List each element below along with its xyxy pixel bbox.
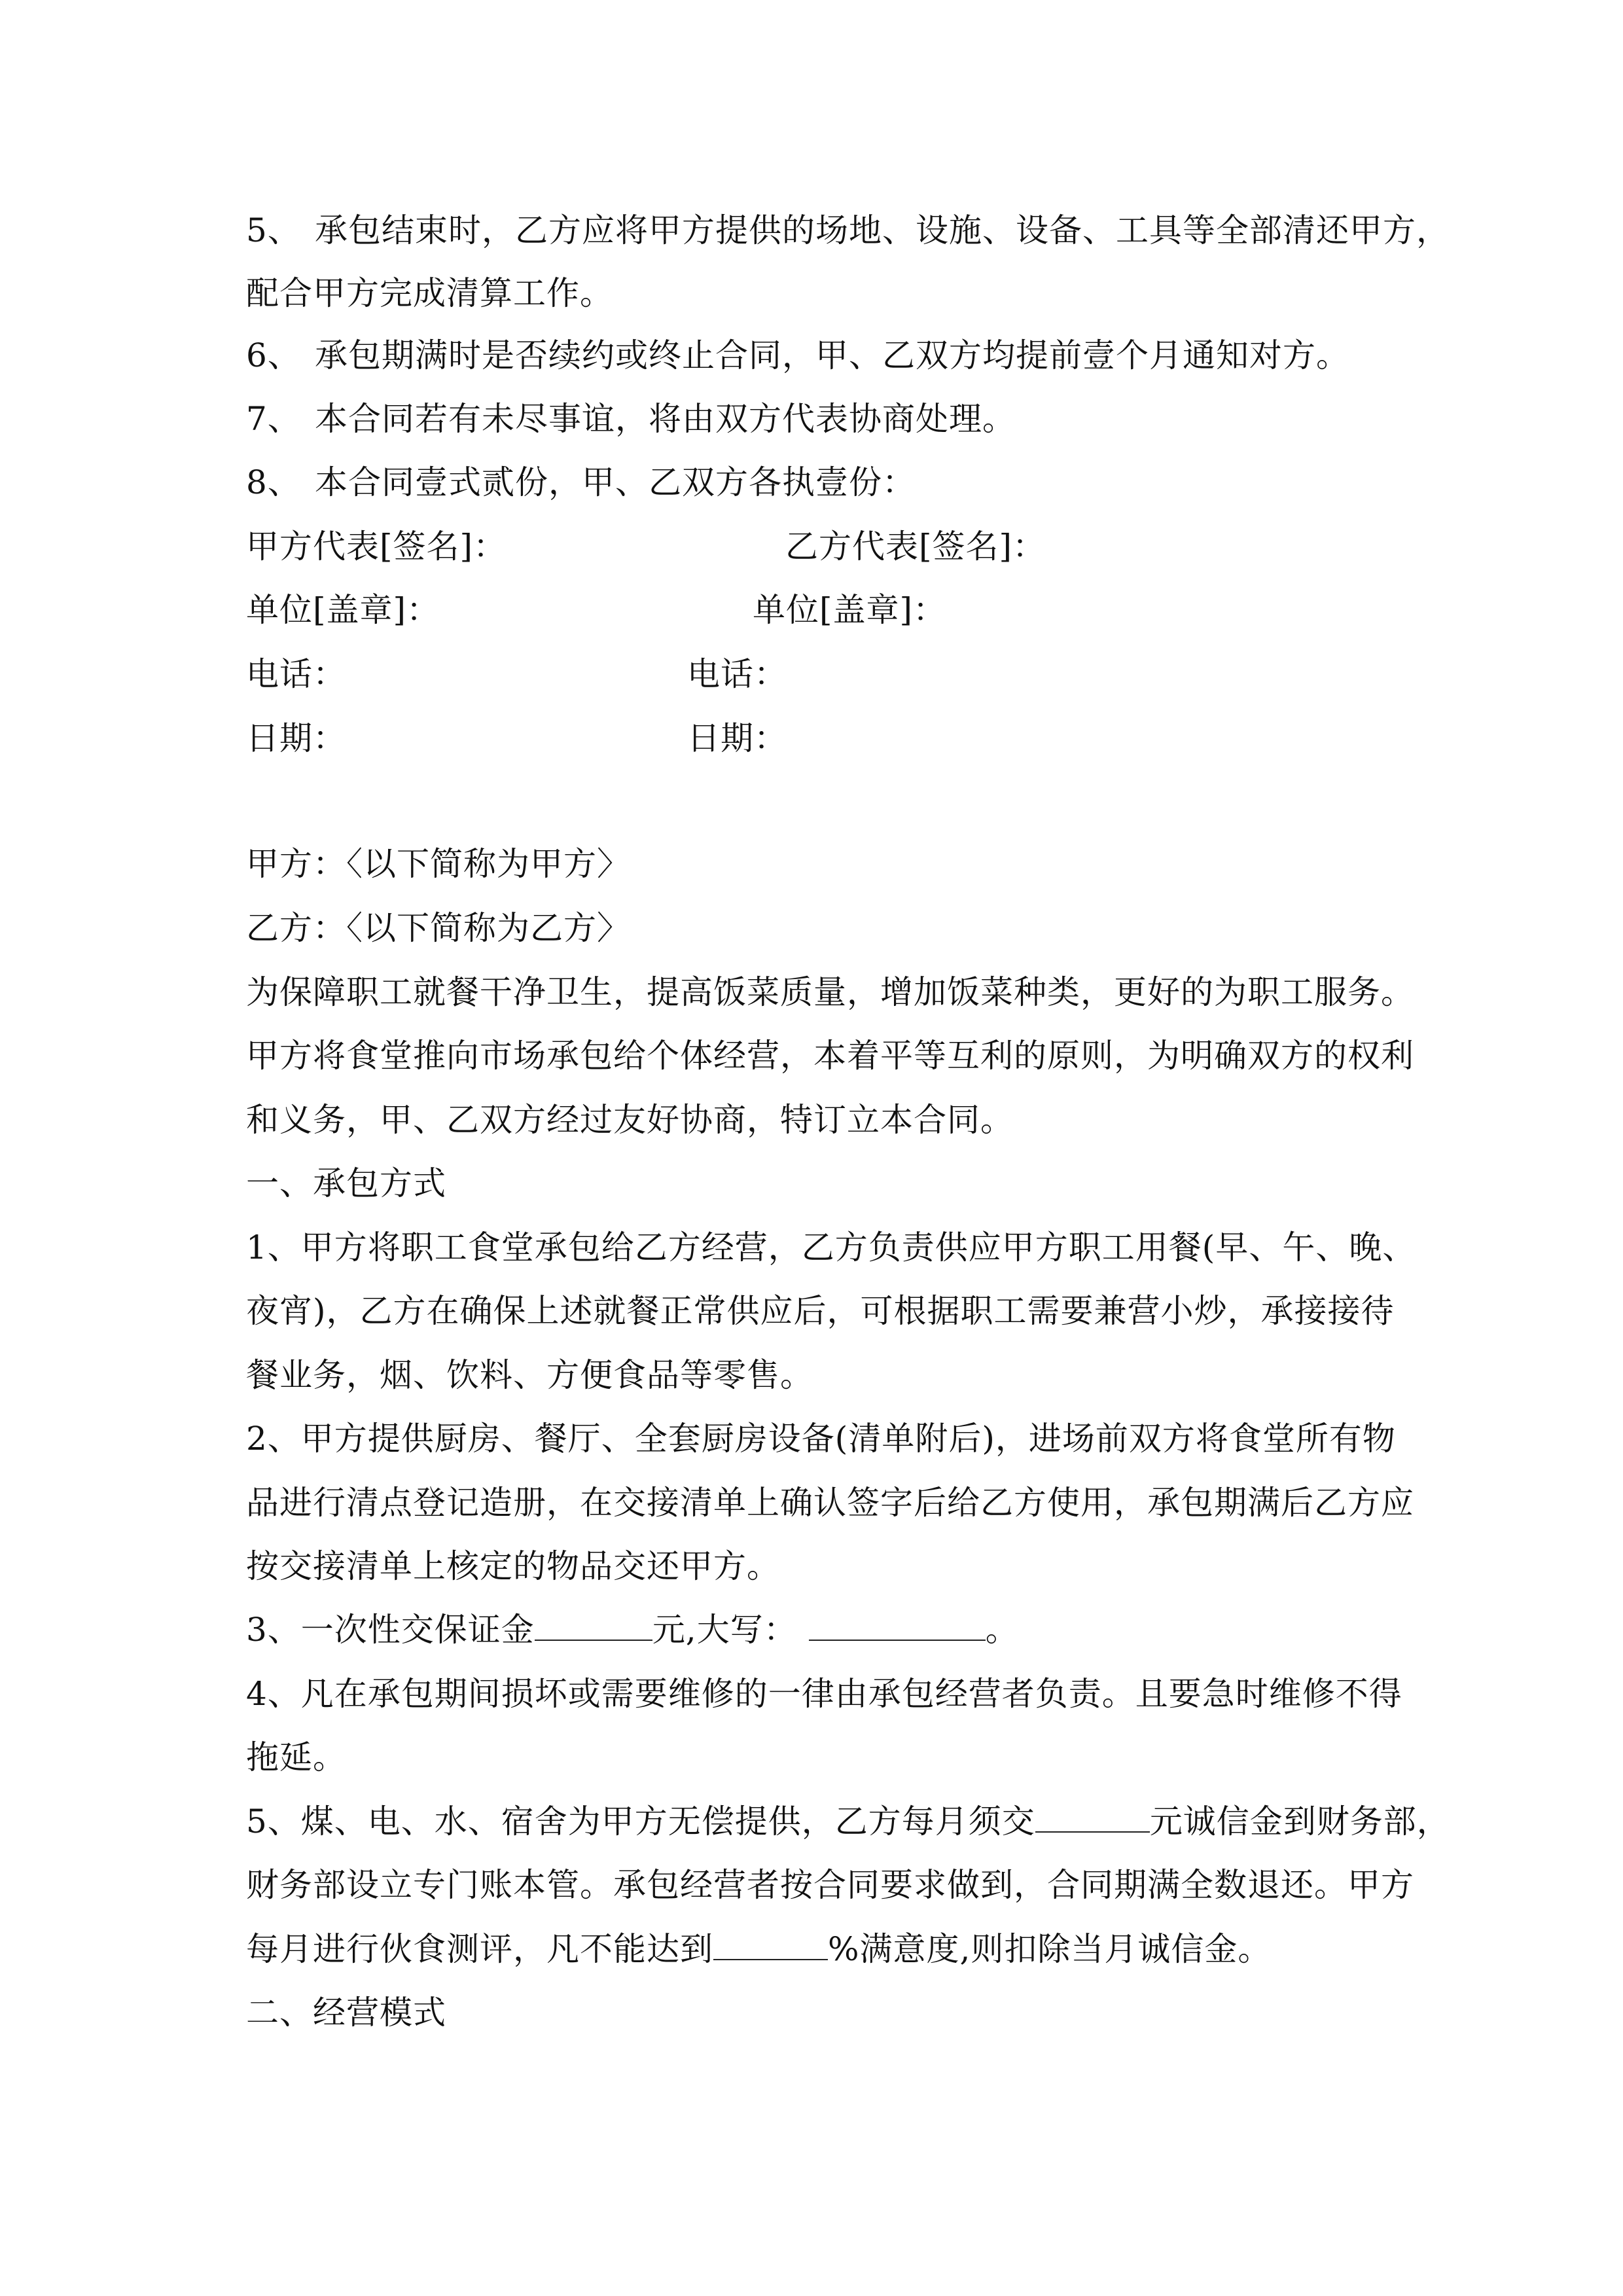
clause-number: 8、 [246,463,301,501]
party-a-unit-label: 单位[盖章]： [246,591,440,629]
item-5-label: 每月进行伙食测评，凡不能达到 [246,1930,713,1968]
item-4-line: 4、凡在承包期间损坏或需要维修的一律由承包经营者负责。且要急时维修不得 [246,1675,1402,1713]
party-a-date-label: 日期： [246,719,346,757]
party-a-phone-label: 电话： [246,655,346,693]
party-b-unit-label: 单位[盖章]： [753,591,947,629]
clause-number: 5、 [246,211,301,249]
item-1-line: 夜宵)，乙方在确保上述就餐正常供应后，可根据职工需要兼营小炒，承接接待 [246,1292,1395,1330]
deposit-uppercase-blank[interactable] [809,1611,986,1641]
item-2-line: 按交接清单上核定的物品交还甲方。 [246,1547,780,1585]
clause-number: 7、 [246,400,301,438]
item-3 [246,1610,1411,1649]
clause-text: 承包期满时是否续约或终止合同，甲、乙双方均提前壹个月通知对方。 [315,336,1349,374]
party-b-representative-label: 乙方代表[签名]： [785,528,1046,565]
monthly-deposit-blank[interactable] [1035,1803,1150,1833]
clause-8 [246,463,1411,502]
item-4-line: 拖延。 [246,1738,346,1776]
intro-line: 和义务，甲、乙双方经过友好协商，特订立本合同。 [246,1101,1014,1139]
item-2-line: 2、甲方提供厨房、餐厅、全套厨房设备(清单附后)，进场前双方将食堂所有物 [246,1420,1396,1458]
item-5-line [246,1929,1411,1969]
clause-5-continued: 配合甲方完成清算工作。 [246,274,613,312]
intro-line: 为保障职工就餐干净卫生，提高饭菜质量，增加饭菜种类，更好的为职工服务。 [246,973,1414,1011]
clause-5 [246,211,1450,250]
satisfaction-percent-blank[interactable] [713,1930,828,1960]
item-5-line [246,1802,1450,1841]
item-2-line: 品进行清点登记造册，在交接清单上确认签字后给乙方使用，承包期满后乙方应 [246,1484,1414,1522]
item-5-label-end: 元诚信金到财务部， [1149,1803,1450,1840]
party-b-phone-label: 电话： [687,655,787,693]
party-a-representative-label: 甲方代表[签名]： [246,528,507,565]
clause-7 [246,399,1411,439]
clause-number: 6、 [246,336,301,374]
item-5-label: 5、煤、电、水、宿舍为甲方无偿提供，乙方每月须交 [246,1803,1035,1840]
section-heading: 一、承包方式 [246,1164,446,1202]
clause-6 [246,336,1411,375]
party-a-line: 甲方：〈以下简称为甲方〉 [246,845,630,883]
item-3-uppercase-label: 元,大写： [652,1611,797,1649]
item-3-label: 3、一次性交保证金 [246,1611,535,1649]
item-5-label-end: %满意度,则扣除当月诚信金。 [828,1930,1272,1968]
item-3-end: 。 [985,1611,1019,1649]
party-b-line: 乙方：〈以下简称为乙方〉 [246,909,630,947]
intro-line: 甲方将食堂推向市场承包给个体经营，本着平等互利的原则，为明确双方的权利 [246,1037,1414,1075]
item-5-line: 财务部设立专门账本管。承包经营者按合同要求做到，合同期满全数退还。甲方 [246,1866,1414,1904]
deposit-amount-blank[interactable] [535,1611,652,1641]
section-heading: 二、经营模式 [246,1994,446,2032]
party-b-date-label: 日期： [687,719,787,757]
item-1-line: 1、甲方将职工食堂承包给乙方经营，乙方负责供应甲方职工用餐(早、午、晚、 [246,1229,1416,1266]
clause-text: 本合同壹式贰份，甲、乙双方各执壹份： [315,463,916,501]
clause-text: 本合同若有未尽事谊，将由双方代表协商处理。 [315,400,1016,438]
item-1-line: 餐业务，烟、饮料、方便食品等零售。 [246,1356,813,1394]
clause-text: 承包结束时，乙方应将甲方提供的场地、设施、设备、工具等全部清还甲方， [315,211,1450,249]
